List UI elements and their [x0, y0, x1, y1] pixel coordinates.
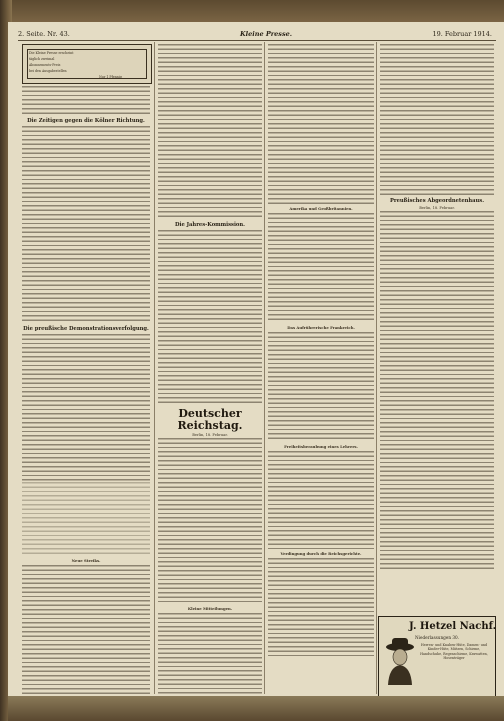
article-heading: Die preußische Demonstrationsverfolgung.: [23, 326, 149, 332]
text-block: [22, 86, 150, 116]
text-block: [380, 44, 494, 196]
article-heading: Freiheitsberaubung eines Lehrers.: [284, 444, 358, 449]
column-divider: [376, 42, 377, 694]
issue-date: 19. Februar 1914.: [432, 30, 492, 38]
column-2: [158, 44, 262, 694]
top-edge: [12, 0, 504, 22]
notice-box: [22, 44, 152, 84]
dateline: Berlin, 18. Februar.: [419, 206, 455, 210]
column-1: [22, 86, 150, 696]
article-heading: Amerika und Großbritannien.: [289, 206, 353, 211]
article-heading: Verdingung durch die Reichsgerichte.: [280, 551, 362, 556]
advertisement-copy: Herren- und Knaben-Hüte, Damen- und Kinder-Hüte, Mützen, Schirme, Handschuhe, Regenschirme, Krawatten, Hosenträger: [420, 643, 488, 661]
text-block: [380, 211, 494, 571]
text-block: [22, 126, 150, 324]
page-bottom-edge: [8, 696, 504, 721]
text-block: [158, 613, 262, 694]
page-header: [18, 28, 496, 40]
notice-line: täglich zweimal: [29, 57, 55, 61]
text-block: [268, 332, 374, 442]
header-rule: [18, 40, 496, 41]
column-3: [268, 44, 374, 694]
article-heading: Die Zeitigen gegen die Kölner Richtung.: [27, 118, 145, 124]
notice-line: bei den Ausgabestellen: [29, 69, 67, 73]
column-divider: [264, 42, 265, 694]
text-block: [268, 44, 374, 204]
section-heading: Deutscher Reichstag.: [177, 407, 243, 432]
article-heading: Neue Streiks.: [71, 558, 101, 563]
advertiser-address: Niederlassungen 30.: [415, 635, 460, 640]
article-heading: Preußisches Abgeordnetenhaus.: [389, 198, 485, 204]
faded-text-block: [22, 482, 150, 556]
notice-line: Abonnements-Preis: [29, 63, 61, 67]
article-heading: Die Jahres-Kommission.: [175, 222, 245, 228]
article-heading: Kleine Mitteilungen.: [187, 605, 233, 611]
article-heading: Das Aufrührerische Frankreich.: [287, 325, 355, 330]
advertisement: [378, 616, 496, 708]
text-block: [22, 334, 150, 482]
text-block: [22, 565, 150, 696]
text-block: [158, 230, 262, 404]
hat-illustration: [383, 635, 417, 685]
column-4: [380, 44, 494, 610]
page-number: 2. Seite. Nr. 43.: [18, 30, 70, 38]
notice-line: Nur 1 Pfennig: [99, 75, 122, 79]
text-block: [158, 438, 262, 604]
advertiser-name: J. Hetzel Nachf.: [409, 621, 497, 632]
text-block: [158, 44, 262, 220]
dateline: Berlin, 18. Februar.: [192, 433, 228, 437]
text-block: [268, 213, 374, 323]
masthead-title: Kleine Presse.: [240, 30, 293, 38]
text-block: [268, 451, 374, 549]
text-block: [268, 558, 374, 658]
notice-line: Die Kleine Presse erscheint: [29, 51, 74, 55]
column-divider: [154, 42, 155, 694]
